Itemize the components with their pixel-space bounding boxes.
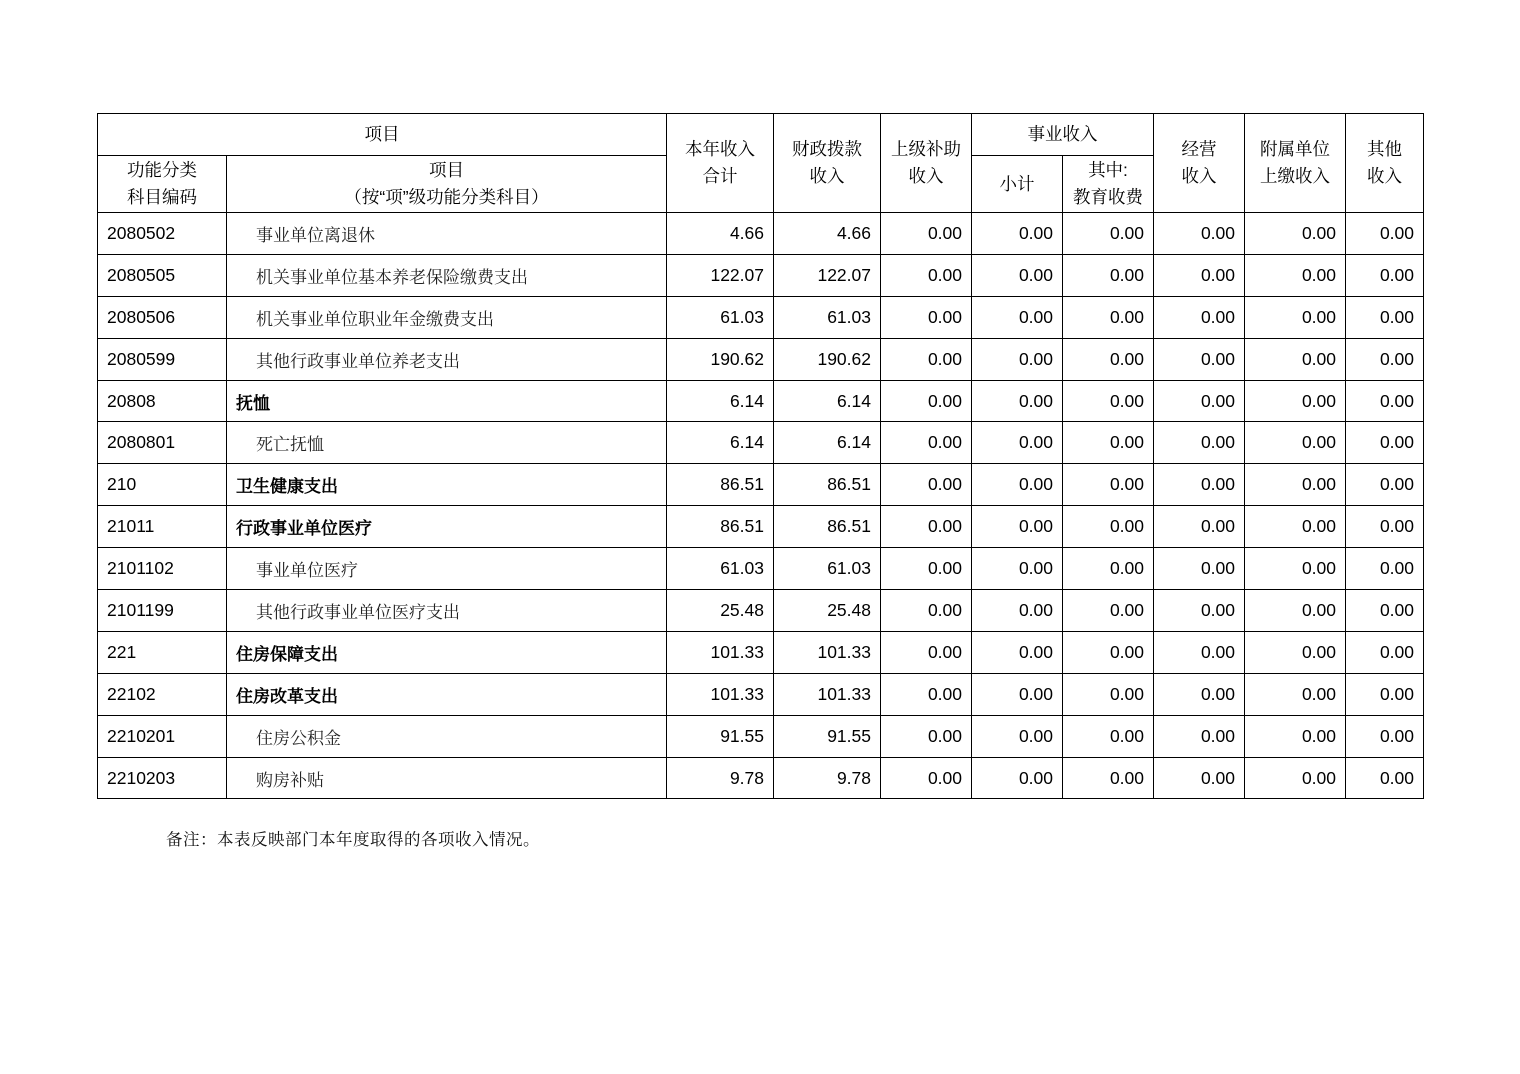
row-value-affiliated: 0.00 (1245, 548, 1346, 590)
row-value-fiscal: 9.78 (774, 757, 881, 799)
table-row (98, 254, 1424, 296)
header-fiscal-line2: 收入 (809, 166, 845, 186)
row-code: 2101102 (98, 548, 227, 590)
header-item-name-line2: （按“项”级功能分类科目） (344, 187, 549, 207)
header-business-group: 事业收入 (972, 114, 1154, 156)
row-value-business-subtotal: 0.00 (972, 338, 1063, 380)
table-row (98, 213, 1424, 255)
header-operating (1154, 114, 1245, 213)
table-row (98, 380, 1424, 422)
header-total-line2: 合计 (702, 166, 738, 186)
table-row (98, 506, 1424, 548)
row-value-business-edu: 0.00 (1063, 422, 1154, 464)
header-func-code-line2: 科目编码 (127, 187, 197, 207)
header-total (667, 114, 774, 213)
header-other (1346, 114, 1424, 213)
header-operating-line2: 收入 (1181, 166, 1217, 186)
row-value-operating: 0.00 (1154, 715, 1245, 757)
table-row (98, 338, 1424, 380)
row-value-business-edu: 0.00 (1063, 590, 1154, 632)
row-value-total: 9.78 (667, 757, 774, 799)
row-value-total: 122.07 (667, 254, 774, 296)
row-value-fiscal: 101.33 (774, 631, 881, 673)
row-value-business-subtotal: 0.00 (972, 213, 1063, 255)
row-item-name: 机关事业单位职业年金缴费支出 (227, 296, 667, 338)
row-value-business-edu: 0.00 (1063, 464, 1154, 506)
row-code: 2080502 (98, 213, 227, 255)
row-value-superior: 0.00 (881, 548, 972, 590)
header-business-edu (1063, 156, 1154, 213)
header-affiliated-line2: 上缴收入 (1260, 166, 1330, 186)
row-value-operating: 0.00 (1154, 254, 1245, 296)
row-value-operating: 0.00 (1154, 464, 1245, 506)
row-value-superior: 0.00 (881, 296, 972, 338)
row-value-business-edu: 0.00 (1063, 673, 1154, 715)
table-row (98, 757, 1424, 799)
row-value-superior: 0.00 (881, 715, 972, 757)
header-fiscal (774, 114, 881, 213)
row-value-business-edu: 0.00 (1063, 254, 1154, 296)
row-code: 2080506 (98, 296, 227, 338)
table-row (98, 631, 1424, 673)
row-value-other: 0.00 (1346, 506, 1424, 548)
row-value-business-edu: 0.00 (1063, 715, 1154, 757)
header-business-subtotal: 小计 (972, 156, 1063, 213)
row-value-business-subtotal: 0.00 (972, 422, 1063, 464)
row-value-fiscal: 101.33 (774, 673, 881, 715)
row-value-affiliated: 0.00 (1245, 464, 1346, 506)
row-value-other: 0.00 (1346, 422, 1424, 464)
table-row (98, 673, 1424, 715)
row-value-affiliated: 0.00 (1245, 422, 1346, 464)
row-value-total: 86.51 (667, 464, 774, 506)
row-value-other: 0.00 (1346, 213, 1424, 255)
header-superior (881, 114, 972, 213)
header-func-code (98, 156, 227, 213)
row-code: 2080801 (98, 422, 227, 464)
row-value-operating: 0.00 (1154, 757, 1245, 799)
header-affiliated (1245, 114, 1346, 213)
row-value-operating: 0.00 (1154, 506, 1245, 548)
row-value-operating: 0.00 (1154, 590, 1245, 632)
row-value-other: 0.00 (1346, 296, 1424, 338)
row-value-other: 0.00 (1346, 548, 1424, 590)
row-item-name: 卫生健康支出 (227, 464, 667, 506)
header-other-line1: 其他 (1367, 139, 1402, 159)
row-value-other: 0.00 (1346, 464, 1424, 506)
row-value-business-subtotal: 0.00 (972, 631, 1063, 673)
table-row (98, 548, 1424, 590)
row-item-name: 事业单位医疗 (227, 548, 667, 590)
row-value-total: 86.51 (667, 506, 774, 548)
row-code: 2080599 (98, 338, 227, 380)
row-value-superior: 0.00 (881, 422, 972, 464)
row-value-business-edu: 0.00 (1063, 631, 1154, 673)
row-value-total: 25.48 (667, 590, 774, 632)
row-value-total: 101.33 (667, 631, 774, 673)
row-item-name: 住房改革支出 (227, 673, 667, 715)
row-value-business-edu: 0.00 (1063, 548, 1154, 590)
row-item-name: 其他行政事业单位医疗支出 (227, 590, 667, 632)
row-value-affiliated: 0.00 (1245, 338, 1346, 380)
row-code: 22102 (98, 673, 227, 715)
income-table (97, 113, 1424, 799)
row-value-operating: 0.00 (1154, 548, 1245, 590)
row-value-business-edu: 0.00 (1063, 213, 1154, 255)
row-value-operating: 0.00 (1154, 338, 1245, 380)
row-value-affiliated: 0.00 (1245, 380, 1346, 422)
row-value-superior: 0.00 (881, 673, 972, 715)
row-value-total: 91.55 (667, 715, 774, 757)
row-value-superior: 0.00 (881, 590, 972, 632)
table-row (98, 590, 1424, 632)
header-item-name-line1: 项目 (429, 160, 464, 180)
header-superior-line2: 收入 (908, 166, 944, 186)
row-value-other: 0.00 (1346, 631, 1424, 673)
row-value-other: 0.00 (1346, 380, 1424, 422)
row-value-affiliated: 0.00 (1245, 757, 1346, 799)
row-value-operating: 0.00 (1154, 673, 1245, 715)
row-code: 21011 (98, 506, 227, 548)
row-value-business-subtotal: 0.00 (972, 464, 1063, 506)
row-value-other: 0.00 (1346, 757, 1424, 799)
row-value-fiscal: 122.07 (774, 254, 881, 296)
row-code: 221 (98, 631, 227, 673)
header-project-group: 项目 (98, 114, 667, 156)
row-value-fiscal: 86.51 (774, 464, 881, 506)
row-value-business-edu: 0.00 (1063, 757, 1154, 799)
header-superior-line1: 上级补助 (891, 139, 961, 159)
table-row (98, 422, 1424, 464)
header-business-edu-line2: 教育收费 (1073, 187, 1143, 207)
row-value-affiliated: 0.00 (1245, 254, 1346, 296)
row-item-name: 住房公积金 (227, 715, 667, 757)
row-value-fiscal: 91.55 (774, 715, 881, 757)
row-value-total: 101.33 (667, 673, 774, 715)
row-value-superior: 0.00 (881, 380, 972, 422)
row-value-business-subtotal: 0.00 (972, 506, 1063, 548)
row-value-superior: 0.00 (881, 338, 972, 380)
row-item-name: 机关事业单位基本养老保险缴费支出 (227, 254, 667, 296)
row-value-business-subtotal: 0.00 (972, 757, 1063, 799)
row-value-affiliated: 0.00 (1245, 506, 1346, 548)
row-value-total: 61.03 (667, 548, 774, 590)
row-item-name: 购房补贴 (227, 757, 667, 799)
row-item-name: 其他行政事业单位养老支出 (227, 338, 667, 380)
income-table-container (97, 113, 1423, 799)
header-other-line2: 收入 (1367, 166, 1402, 186)
row-value-other: 0.00 (1346, 673, 1424, 715)
row-value-affiliated: 0.00 (1245, 715, 1346, 757)
row-value-business-subtotal: 0.00 (972, 548, 1063, 590)
row-value-superior: 0.00 (881, 464, 972, 506)
header-fiscal-line1: 财政拨款 (792, 139, 862, 159)
row-value-business-subtotal: 0.00 (972, 590, 1063, 632)
row-item-name: 行政事业单位医疗 (227, 506, 667, 548)
row-value-affiliated: 0.00 (1245, 590, 1346, 632)
row-value-other: 0.00 (1346, 590, 1424, 632)
row-item-name: 事业单位离退休 (227, 213, 667, 255)
row-value-business-edu: 0.00 (1063, 338, 1154, 380)
row-value-business-edu: 0.00 (1063, 506, 1154, 548)
header-operating-line1: 经营 (1181, 139, 1217, 159)
row-code: 210 (98, 464, 227, 506)
row-value-superior: 0.00 (881, 213, 972, 255)
row-value-operating: 0.00 (1154, 631, 1245, 673)
row-value-fiscal: 6.14 (774, 380, 881, 422)
table-body (98, 213, 1424, 799)
row-value-total: 6.14 (667, 380, 774, 422)
header-business-edu-line1: 其中: (1088, 160, 1128, 180)
row-value-business-edu: 0.00 (1063, 296, 1154, 338)
row-value-total: 6.14 (667, 422, 774, 464)
row-value-fiscal: 6.14 (774, 422, 881, 464)
row-value-superior: 0.00 (881, 506, 972, 548)
table-row (98, 464, 1424, 506)
row-value-total: 190.62 (667, 338, 774, 380)
row-value-business-subtotal: 0.00 (972, 254, 1063, 296)
row-value-fiscal: 61.03 (774, 548, 881, 590)
row-value-superior: 0.00 (881, 254, 972, 296)
row-value-business-subtotal: 0.00 (972, 715, 1063, 757)
header-func-code-line1: 功能分类 (127, 160, 197, 180)
row-value-operating: 0.00 (1154, 296, 1245, 338)
header-item-name (227, 156, 667, 213)
row-value-affiliated: 0.00 (1245, 213, 1346, 255)
row-value-total: 4.66 (667, 213, 774, 255)
row-value-operating: 0.00 (1154, 380, 1245, 422)
row-code: 2210203 (98, 757, 227, 799)
row-value-superior: 0.00 (881, 757, 972, 799)
row-item-name: 死亡抚恤 (227, 422, 667, 464)
row-value-fiscal: 25.48 (774, 590, 881, 632)
row-value-fiscal: 61.03 (774, 296, 881, 338)
row-value-other: 0.00 (1346, 715, 1424, 757)
row-value-superior: 0.00 (881, 631, 972, 673)
row-value-business-subtotal: 0.00 (972, 380, 1063, 422)
row-value-operating: 0.00 (1154, 422, 1245, 464)
row-item-name: 住房保障支出 (227, 631, 667, 673)
row-code: 20808 (98, 380, 227, 422)
header-total-line1: 本年收入 (685, 139, 755, 159)
row-value-fiscal: 190.62 (774, 338, 881, 380)
header-affiliated-line1: 附属单位 (1260, 139, 1330, 159)
row-value-business-subtotal: 0.00 (972, 673, 1063, 715)
row-value-total: 61.03 (667, 296, 774, 338)
row-code: 2210201 (98, 715, 227, 757)
row-code: 2080505 (98, 254, 227, 296)
row-value-affiliated: 0.00 (1245, 673, 1346, 715)
row-value-business-subtotal: 0.00 (972, 296, 1063, 338)
table-row (98, 296, 1424, 338)
row-value-fiscal: 86.51 (774, 506, 881, 548)
row-value-affiliated: 0.00 (1245, 296, 1346, 338)
row-value-fiscal: 4.66 (774, 213, 881, 255)
row-value-business-edu: 0.00 (1063, 380, 1154, 422)
row-value-affiliated: 0.00 (1245, 631, 1346, 673)
table-note: 备注：本表反映部门本年度取得的各项收入情况。 (166, 830, 540, 849)
row-value-operating: 0.00 (1154, 213, 1245, 255)
table-row (98, 715, 1424, 757)
row-value-other: 0.00 (1346, 338, 1424, 380)
row-value-other: 0.00 (1346, 254, 1424, 296)
row-code: 2101199 (98, 590, 227, 632)
row-item-name: 抚恤 (227, 380, 667, 422)
